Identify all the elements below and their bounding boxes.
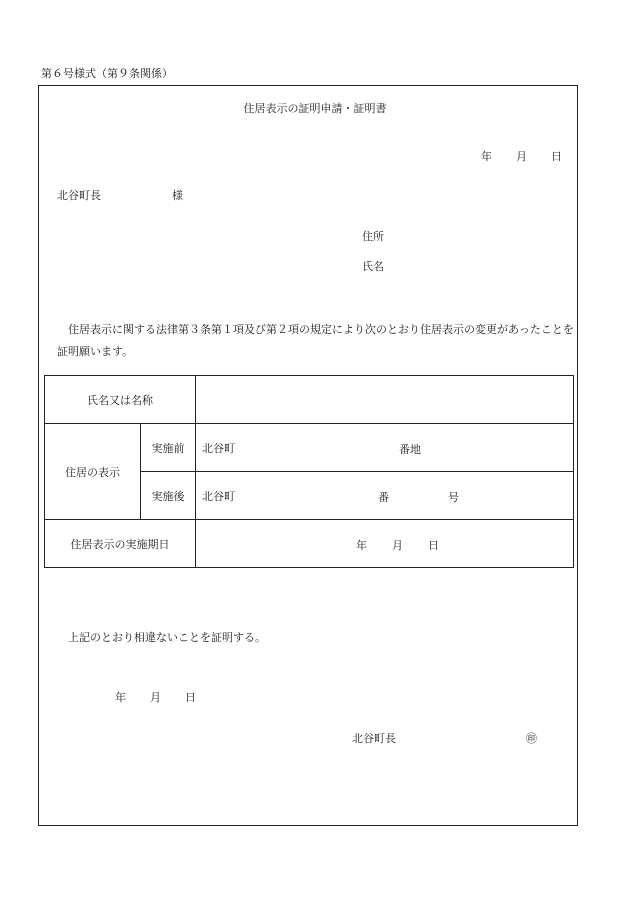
document-title: 住居表示の証明申請・証明書 [243, 102, 387, 115]
effective-date-label-cell: 住居表示の実施期日 [45, 520, 196, 568]
certification-month-label: 月 [150, 691, 161, 704]
application-month-label: 月 [516, 150, 527, 163]
addressee-honorific: 様 [172, 189, 183, 202]
certification-year-label: 年 [115, 691, 126, 704]
applicant-name-label: 氏名 [362, 260, 384, 273]
detail-table [44, 375, 574, 568]
certification-statement: 上記のとおり相違ないことを証明する。 [68, 631, 266, 644]
application-year-label: 年 [481, 150, 492, 163]
certifier-name: 北谷町長 [352, 732, 396, 745]
seal-mark: ㊞ [526, 732, 537, 745]
after-label-cell: 実施後 [141, 472, 196, 520]
effective-date-value-cell [196, 520, 574, 568]
table-row [45, 376, 574, 424]
address-label-cell: 住居の表示 [45, 424, 141, 520]
request-paragraph: 住居表示に関する法律第３条第１項及び第２項の規定により次のとおり住居表示の変更があったことを証明願います。 [57, 323, 574, 358]
certification-day-label: 日 [185, 691, 196, 704]
application-day-label: 日 [551, 150, 562, 163]
name-value-cell [196, 376, 574, 424]
after-town-text: 北谷町 [202, 489, 235, 503]
after-ban-text: 番 [378, 491, 389, 504]
after-go-text: 号 [448, 491, 459, 504]
before-banchi-text: 番地 [399, 443, 421, 456]
effective-month-text: 月 [392, 539, 403, 552]
table-row [45, 424, 574, 472]
name-label-cell: 氏名又は名称 [45, 376, 196, 424]
before-label-cell: 実施前 [141, 424, 196, 472]
applicant-address-label: 住所 [362, 230, 384, 243]
before-town-text: 北谷町 [202, 441, 235, 455]
addressee-name: 北谷町長 [57, 189, 101, 202]
form-number-label: 第６号様式（第９条関係） [41, 67, 173, 80]
table-row [45, 520, 574, 568]
after-value-cell [196, 472, 574, 520]
before-value-cell [196, 424, 574, 472]
effective-day-text: 日 [428, 539, 439, 552]
effective-year-text: 年 [356, 539, 367, 552]
